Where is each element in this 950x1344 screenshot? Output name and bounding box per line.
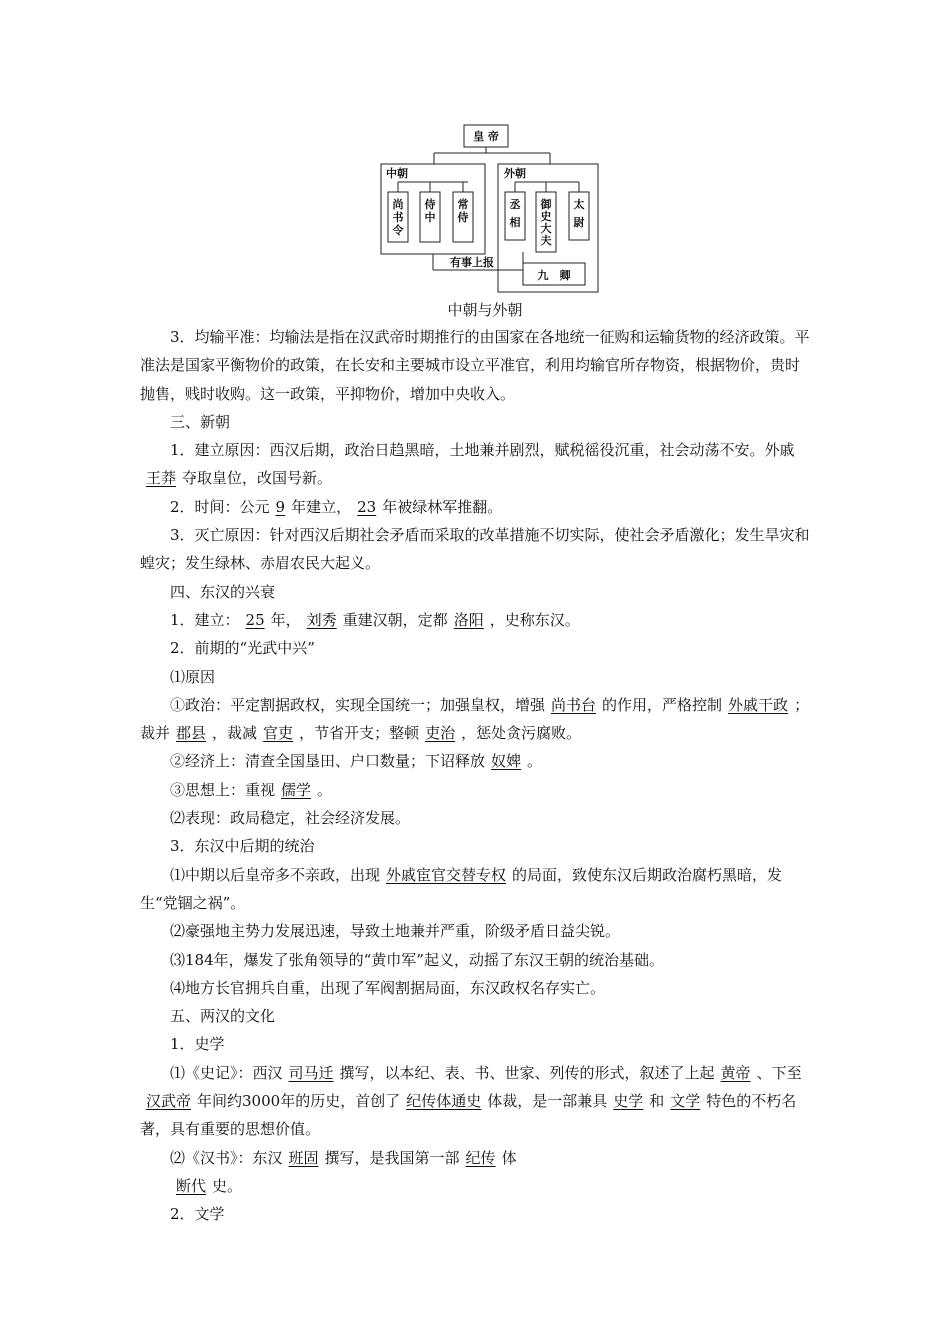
paragraph	[140, 832, 810, 860]
paragraph	[140, 1172, 810, 1200]
answer-blank: 吏治	[425, 724, 456, 743]
paragraph-text: 。	[317, 780, 333, 799]
paragraph-text: 年被绿林军推翻。	[382, 497, 503, 516]
paragraph-text: 的作用，严格控制	[602, 695, 723, 714]
answer-blank: 25	[245, 610, 265, 629]
paragraph-text: 1．建立：	[170, 610, 240, 629]
paragraph-text: ⑶184年，爆发了张角领导的“黄巾军”起义，动摇了东汉王朝的统治基础。	[170, 950, 664, 969]
paragraph-text: 重建汉朝，定都	[342, 610, 448, 629]
paragraph-text: 2．前期的“光武中兴”	[170, 639, 315, 658]
paragraph-text: ⑵《汉书》：东汉	[170, 1148, 283, 1167]
answer-blank: 黄帝	[720, 1063, 751, 1082]
court-structure-diagram	[378, 122, 600, 294]
paragraph	[140, 917, 810, 945]
paragraph-text: 三、新朝	[170, 412, 231, 431]
outer-official-2: 太尉	[573, 198, 585, 229]
answer-blank: 汉武帝	[146, 1092, 192, 1111]
paragraph	[140, 691, 810, 748]
paragraph-text: ①政治：平定割据政权，实现全国统一；加强皇权，增强	[170, 695, 546, 714]
answer-blank: 23	[357, 497, 377, 516]
paragraph	[140, 634, 810, 662]
paragraph-text: 年间约3000年的历史，首创了	[197, 1092, 401, 1111]
paragraph-text: 1．史学	[170, 1035, 225, 1054]
paragraph	[140, 776, 810, 804]
answer-blank: 断代	[176, 1176, 207, 1195]
report-label: 有事上报	[450, 256, 494, 269]
paragraph-text: 年建立，	[291, 497, 352, 516]
answer-blank: 郡县	[176, 724, 207, 743]
answer-blank: 纪传体通史	[406, 1092, 482, 1111]
answer-blank: 儒学	[281, 780, 312, 799]
answer-blank: 司马迁	[288, 1063, 334, 1082]
paragraph-text: ⑵表现：政局稳定，社会经济发展。	[170, 809, 411, 828]
paragraph-text: ，惩处贪污腐败。	[461, 724, 582, 743]
inner-official-2: 常侍	[457, 198, 469, 224]
paragraph-text: 2．时间：公元	[170, 497, 270, 516]
paragraph-text: 撰写，是我国第一部	[324, 1148, 460, 1167]
paragraph-text: 体	[501, 1148, 517, 1167]
paragraph	[140, 493, 810, 521]
paragraph-text: 。	[527, 752, 543, 771]
paragraph-text: 史。	[212, 1176, 243, 1195]
paragraph-text: 撰写，以本纪、表、书、世家、列传的形式，叙述了上起	[339, 1063, 715, 1082]
paragraph-text: ；裁并	[140, 695, 810, 743]
answer-blank: 官吏	[263, 724, 294, 743]
paragraph-text: 夺取皇位，改国号新。	[182, 469, 333, 488]
inner-official-1: 侍中	[424, 198, 436, 224]
paragraph-text: 体裁，是一部兼具	[487, 1092, 608, 1111]
paragraph	[140, 747, 810, 775]
nine-ministers-label: 九 卿	[537, 269, 571, 282]
answer-blank: 9	[275, 497, 286, 516]
paragraph-text: ⑴《史记》：西汉	[170, 1063, 283, 1082]
paragraph-text: ②经济上：清查全国垦田、户口数量；下诏释放	[170, 752, 486, 771]
outer-official-0: 丞相	[509, 198, 521, 229]
outer-court-label: 外朝	[504, 167, 526, 180]
emperor-label: 皇 帝	[473, 130, 499, 143]
paragraph-text: 五、两汉的文化	[170, 1007, 276, 1026]
document-body	[140, 297, 810, 1229]
paragraph-text: 3．灭亡原因：针对西汉后期社会矛盾而采取的改革措施不切实际，使社会矛盾激化；发生旱灾和蝗灾；发生绿林、赤眉农民大起义。	[140, 526, 810, 573]
paragraph	[140, 521, 810, 578]
inner-official-0: 尚书令	[392, 198, 404, 237]
answer-blank: 班固	[288, 1148, 319, 1167]
paragraph-text: 3．东汉中后期的统治	[170, 837, 315, 856]
paragraph-text: 年，	[270, 610, 301, 629]
answer-blank: 尚书台	[551, 695, 597, 714]
paragraph	[140, 946, 810, 974]
answer-blank: 纪传	[465, 1148, 496, 1167]
answer-blank: 文学	[670, 1092, 701, 1111]
answer-blank: 奴婢	[491, 752, 522, 771]
answer-blank: 外戚宦官交替专权	[386, 865, 507, 884]
paragraph	[140, 861, 810, 918]
paragraph-text: 四、东汉的兴衰	[170, 582, 276, 601]
diagram-caption: 中朝与外朝	[447, 301, 523, 319]
paragraph-text: ③思想上：重视	[170, 780, 276, 799]
inner-court-label: 中朝	[386, 167, 408, 180]
answer-blank: 史学	[613, 1092, 644, 1111]
answer-blank: 王莽	[146, 469, 177, 488]
paragraph	[140, 323, 810, 408]
paragraph-text: ⑴中期以后皇帝多不亲政，出现	[170, 865, 381, 884]
answer-blank: 外戚干政	[728, 695, 789, 714]
paragraph-text: 和	[649, 1092, 665, 1111]
paragraph	[140, 578, 810, 606]
paragraph-text: ，节省开支；整顿	[299, 724, 420, 743]
paragraph	[140, 804, 810, 832]
paragraph	[140, 1002, 810, 1030]
paragraph-text: ⑴原因	[170, 667, 216, 686]
paragraph-text: 3．均输平准：均输法是指在汉武帝时期推行的由国家在各地统一征购和运输货物的经济政策。平准法是国家平衡物价的政策，在长安和主要城市设立平准官，利用均输官所存物资，根据物价，贵时抛售，贱时收购。这一政策，平抑物价，增加中央收入。	[140, 328, 810, 403]
paragraph-text: ⑵豪强地主势力发展迅速，导致土地兼并严重，阶级矛盾日益尖锐。	[170, 922, 621, 941]
paragraph-text: ，裁减	[212, 724, 258, 743]
paragraph-text: ，史称东汉。	[489, 610, 580, 629]
answer-blank: 洛阳	[453, 610, 484, 629]
answer-blank: 刘秀	[306, 610, 337, 629]
paragraph	[140, 1030, 810, 1058]
paragraph	[140, 1200, 810, 1228]
paragraph	[140, 1144, 810, 1172]
paragraph	[140, 1059, 810, 1144]
paragraph-text: 特色的不朽名著，具有重要的思想价值。	[140, 1092, 797, 1139]
paragraph-text: ⑷地方长官拥兵自重，出现了军阀割据局面，东汉政权名存实亡。	[170, 978, 606, 997]
paragraph-text: 1．建立原因：西汉后期，政治日趋黑暗，土地兼并剧烈，赋税徭役沉重，社会动荡不安。外戚	[170, 441, 795, 460]
paragraph	[140, 606, 810, 634]
paragraph	[140, 436, 810, 493]
paragraph-text: 、下至	[756, 1063, 802, 1082]
paragraph	[140, 408, 810, 436]
paragraph-text: 2．文学	[170, 1205, 225, 1224]
paragraph	[140, 974, 810, 1002]
paragraph-list	[140, 323, 810, 1229]
paragraph-text: 的局面，致使东汉后期政治腐朽黑暗，发生“党锢之祸”。	[140, 865, 783, 912]
outer-official-1: 御史大夫	[540, 198, 552, 247]
paragraph	[140, 663, 810, 691]
